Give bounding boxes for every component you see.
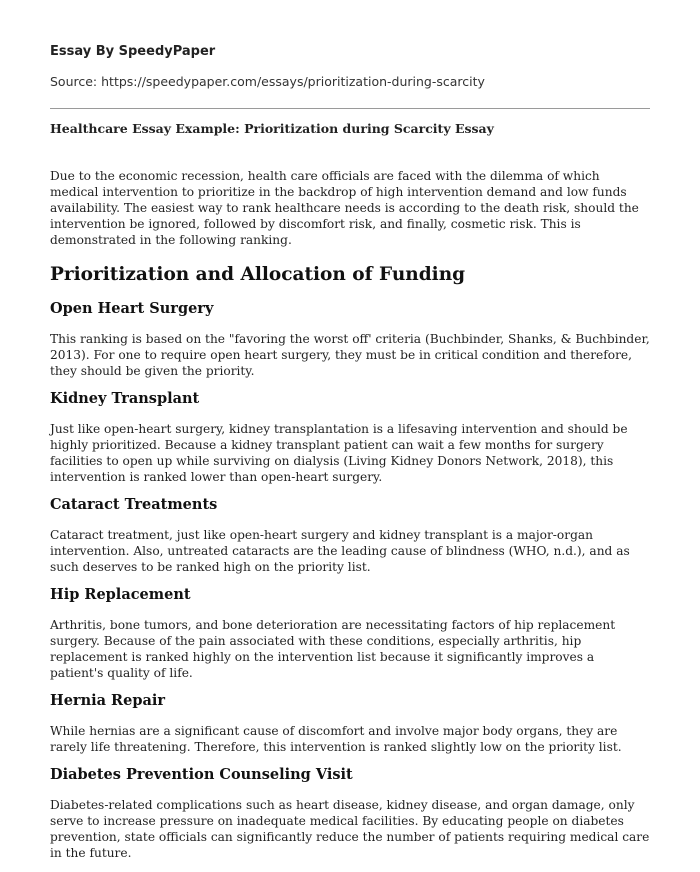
section-diabetes-prevention <box>50 766 650 861</box>
section-heading: Cataract Treatments <box>50 496 218 513</box>
section-paragraph: Diabetes-related complications such as heart disease, kidney disease, and organ damage, only serve to increase pressure on inadequate medical facilities. By educating people on diabetes prevention, state officials can significantly reduce the number of patients requiring medical care in the future. <box>50 798 650 860</box>
section-heading: Hernia Repair <box>50 692 166 709</box>
section-paragraph: Cataract treatment, just like open-heart surgery and kidney transplant is a major-organ intervention. Also, untreated cataracts are the leading cause of blindness (WHO, n.d.), and as such deserves to be ranked high on the priority list. <box>50 528 630 574</box>
source-line: Source: https://speedypaper.com/essays/prioritization-during-scarcity <box>50 74 485 89</box>
section-kidney-transplant <box>50 390 650 485</box>
section-cataract-treatments <box>50 496 650 575</box>
header-divider <box>50 108 650 109</box>
section-paragraph: This ranking is based on the "favoring the worst off' criteria (Buchbinder, Shanks, & Buchbinder, 2013). For one to require open heart surgery, they must be in critical condition and therefore, they should be given the priority. <box>50 332 650 378</box>
section-hernia-repair <box>50 692 650 755</box>
section-paragraph: Just like open-heart surgery, kidney transplantation is a lifesaving intervention and should be highly prioritized. Because a kidney transplant patient can wait a few months for surgery facilities to open up while surviving on dialysis (Living Kidney Donors Network, 2018), this intervention is ranked lower than open-heart surgery. <box>50 422 628 484</box>
section-heading: Open Heart Surgery <box>50 300 214 317</box>
section-paragraph: While hernias are a significant cause of discomfort and involve major body organs, they are rarely life threatening. Therefore, this intervention is ranked slightly low on the priority list. <box>50 724 622 754</box>
main-heading: Prioritization and Allocation of Funding <box>50 264 466 285</box>
section-open-heart-surgery <box>50 300 650 379</box>
document-title: Healthcare Essay Example: Prioritization during Scarcity Essay <box>50 121 494 136</box>
section-heading: Hip Replacement <box>50 586 191 603</box>
section-heading: Kidney Transplant <box>50 390 200 407</box>
essay-content <box>50 168 650 872</box>
brand-label: Essay By SpeedyPaper <box>50 44 216 59</box>
section-heading: Diabetes Prevention Counseling Visit <box>50 766 353 783</box>
section-hip-replacement <box>50 586 650 681</box>
section-paragraph: Arthritis, bone tumors, and bone deterioration are necessitating factors of hip replacement surgery. Because of the pain associated with these conditions, especially arthritis, hip replacement is ranked highly on the intervention list because it significantly improves a patient's quality of life. <box>50 618 616 680</box>
intro-paragraph: Due to the economic recession, health care officials are faced with the dilemma of which medical intervention to prioritize in the backdrop of high intervention demand and low funds availability. The easiest way to rank healthcare needs is according to the death risk, should the intervention be ignored, followed by discomfort risk, and finally, cosmetic risk. This is demonstrated in the following ranking. <box>50 169 639 247</box>
